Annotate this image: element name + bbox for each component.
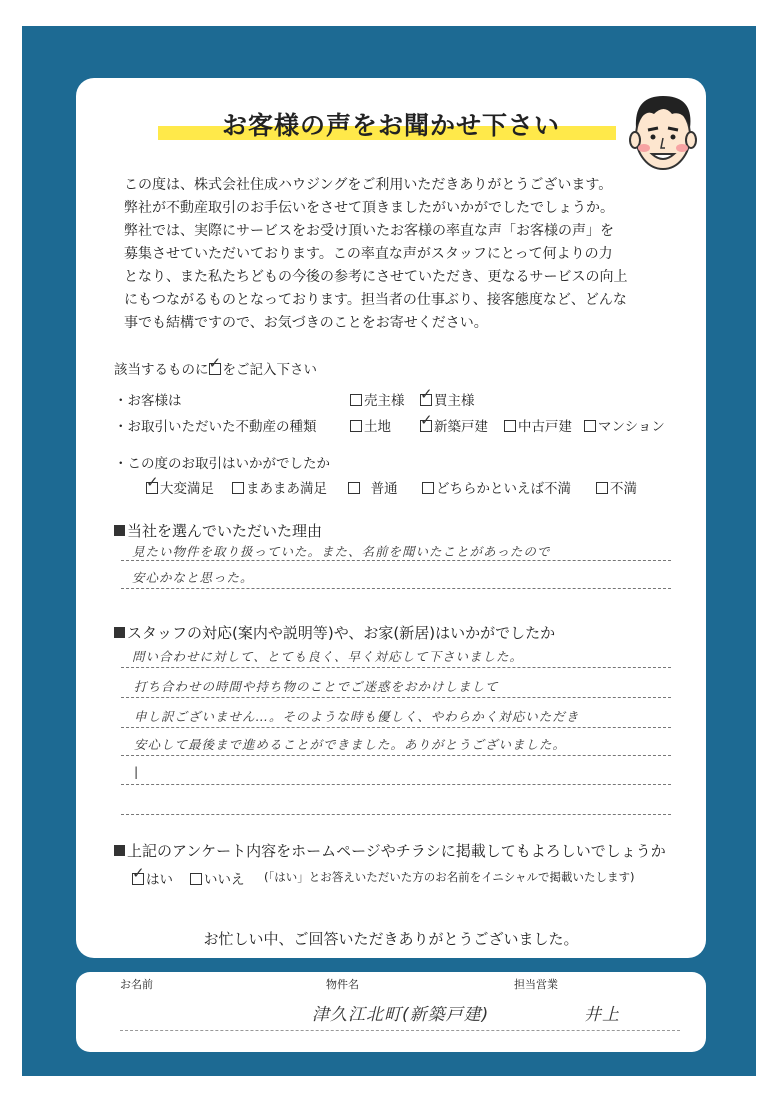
checkbox-mansion[interactable] <box>584 420 596 432</box>
intro-line: この度は、株式会社住成ハウジングをご利用いただきありがとうございます。 <box>124 177 613 193</box>
checkbox-dissatisfied[interactable] <box>596 482 608 494</box>
option-label: 不満 <box>610 481 637 497</box>
option-normal[interactable] <box>348 477 398 497</box>
option-very-satisfied[interactable] <box>146 477 214 497</box>
property-value: 津久江北町(新築戸建) <box>312 1005 490 1025</box>
footer-card <box>76 972 706 1052</box>
intro-text <box>124 174 694 335</box>
option-seller[interactable] <box>350 389 405 409</box>
section-heading-text: 当社を選んでいただいた理由 <box>127 522 323 540</box>
checkbox-publish-yes[interactable] <box>132 873 144 885</box>
q-customer-label: ・お客様は <box>114 393 182 409</box>
publish-note: (「はい」とお答えいただいた方のお名前をイニシャルで掲載いたします) <box>264 870 635 884</box>
square-bullet-icon <box>114 627 125 638</box>
check-instruction-post: をご記入下さい <box>222 362 317 378</box>
option-label: いいえ <box>204 872 245 888</box>
option-new-house[interactable] <box>420 415 488 435</box>
option-fairly-satisfied[interactable] <box>232 477 327 497</box>
cartoon-face-icon <box>624 88 702 176</box>
checkbox-normal[interactable] <box>348 482 360 494</box>
answer-rule <box>121 588 671 589</box>
property-label: 物件名 <box>326 978 359 991</box>
staff-value: 井上 <box>584 1005 620 1025</box>
staff-answer-line: 打ち合わせの時間や持ち物のことでご迷惑をおかけしまして <box>134 679 499 694</box>
page-title: お客様の声をお聞かせ下さい <box>221 111 560 140</box>
option-label: 土地 <box>364 419 391 435</box>
intro-line: 募集させていただいております。この率直な声がスタッフにとって何よりの力 <box>124 246 613 262</box>
checkbox-publish-no[interactable] <box>190 873 202 885</box>
option-label: どちらかといえば不満 <box>436 481 571 497</box>
answer-rule <box>121 727 671 728</box>
example-checkbox <box>209 363 221 375</box>
intro-line: 事でも結構ですので、お気づきのことをお寄せください。 <box>124 315 488 331</box>
staff-label: 担当営業 <box>514 978 558 991</box>
checkbox-seller[interactable] <box>350 394 362 406</box>
option-label: マンション <box>598 419 665 435</box>
staff-answer-line: 問い合わせに対して、とても良く、早く対応して下さいました。 <box>132 649 524 664</box>
staff-answer-line: 安心して最後まで進めることができました。ありがとうございました。 <box>134 737 567 752</box>
intro-line: にもつながるものとなっております。担当者の仕事ぶり、接客態度など、どんな <box>124 292 627 308</box>
check-instruction <box>114 358 317 378</box>
section-heading-text: 上記のアンケート内容をホームページやチラシに掲載してもよろしいでしょうか <box>127 842 666 860</box>
option-label: 新築戸建 <box>434 419 488 435</box>
q-property-label: ・お取引いただいた不動産の種類 <box>114 419 317 435</box>
closing-message: お忙しい中、ご回答いただきありがとうございました。 <box>203 930 579 948</box>
staff-answer-line: | <box>134 764 140 779</box>
option-used-house[interactable] <box>504 415 572 435</box>
option-label: 売主様 <box>364 393 405 409</box>
reason-answer-line: 安心かなと思った。 <box>132 570 254 585</box>
intro-line: 弊社では、実際にサービスをお受け頂いたお客様の率直な声「お客様の声」を <box>124 223 614 239</box>
checkbox-fairly-satisfied[interactable] <box>232 482 244 494</box>
check-instruction-pre: 該当するものに <box>114 362 209 378</box>
square-bullet-icon <box>114 525 125 536</box>
option-publish-yes[interactable] <box>132 868 173 888</box>
option-label: 普通 <box>370 481 398 497</box>
intro-line: となり、また私たちどもの今後の参考にさせていただき、更なるサービスの向上 <box>124 269 628 285</box>
square-bullet-icon <box>114 845 125 856</box>
answer-rule <box>121 667 671 668</box>
q-satisfaction-label: ・この度のお取引はいかがでしたか <box>114 456 330 472</box>
section-heading-text: スタッフの対応(案内や説明等)や、お家(新居)はいかがでしたか <box>127 624 556 642</box>
survey-card <box>76 78 706 958</box>
option-land[interactable] <box>350 415 391 435</box>
section-staff-heading <box>114 622 555 643</box>
intro-line: 弊社が不動産取引のお手伝いをさせて頂きましたがいかがでしたでしょうか。 <box>124 200 614 216</box>
option-label: 中古戸建 <box>518 419 572 435</box>
option-somewhat-dissatisfied[interactable] <box>422 477 571 497</box>
answer-rule <box>121 784 671 785</box>
section-publish-heading <box>114 840 666 861</box>
answer-rule <box>121 697 671 698</box>
checkbox-very-satisfied[interactable] <box>146 482 158 494</box>
option-publish-no[interactable] <box>190 868 245 888</box>
checkbox-somewhat-dissatisfied[interactable] <box>422 482 434 494</box>
option-label: まあまあ満足 <box>246 481 327 497</box>
name-label: お名前 <box>120 978 153 991</box>
checkbox-used-house[interactable] <box>504 420 516 432</box>
option-dissatisfied[interactable] <box>596 477 637 497</box>
checkbox-buyer[interactable] <box>420 394 432 406</box>
checkbox-new-house[interactable] <box>420 420 432 432</box>
checkbox-land[interactable] <box>350 420 362 432</box>
footer-rule <box>120 1030 680 1031</box>
option-label: 大変満足 <box>160 481 214 497</box>
option-mansion[interactable] <box>584 415 665 435</box>
option-buyer[interactable] <box>420 389 475 409</box>
option-label: はい <box>146 872 173 888</box>
option-label: 買主様 <box>434 393 475 409</box>
staff-answer-line: 申し訳ございません…。そのような時も優しく、やわらかく対応いただき <box>134 709 580 724</box>
answer-rule <box>121 814 671 815</box>
answer-rule <box>121 755 671 756</box>
reason-answer-line: 見たい物件を取り扱っていた。また、名前を聞いたことがあったので <box>132 544 551 559</box>
section-reason-heading <box>114 520 322 541</box>
answer-rule <box>121 560 671 561</box>
